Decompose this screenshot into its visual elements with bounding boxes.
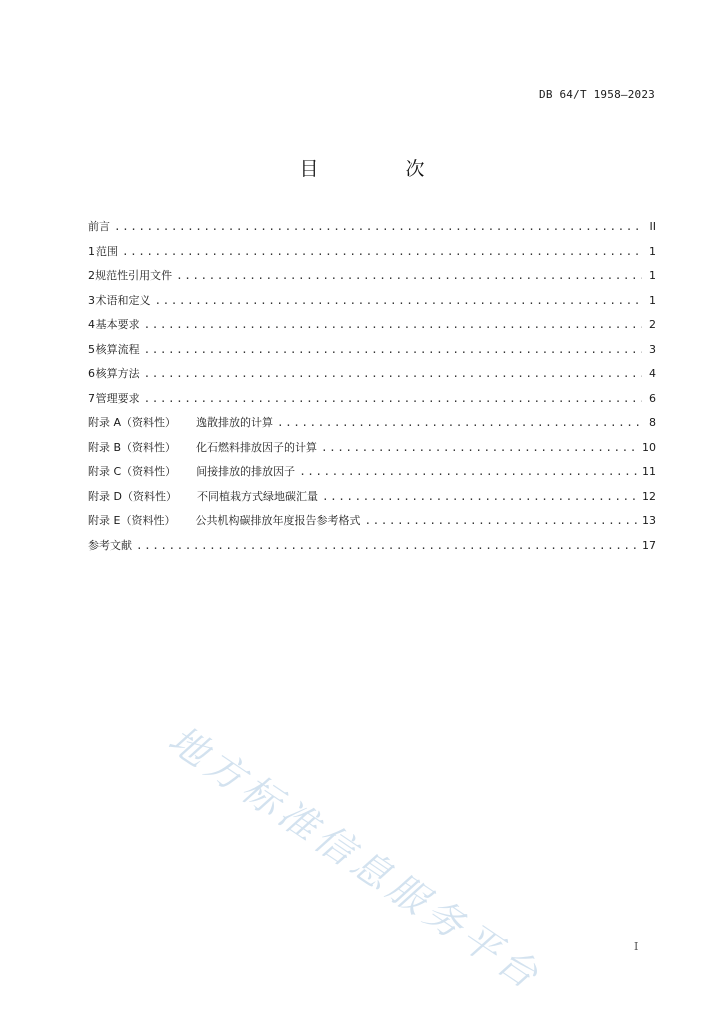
toc-entry-number: 5 — [88, 342, 95, 356]
toc-leader-dots — [155, 294, 643, 307]
toc-entry[interactable] — [88, 341, 656, 366]
toc-entry[interactable] — [88, 316, 656, 341]
toc-entry-label: 管理要求 — [95, 391, 140, 405]
toc-entry-page: 6 — [649, 391, 656, 405]
toc-entry-page: 3 — [649, 342, 656, 356]
toc-leader-dots — [277, 416, 642, 429]
toc-entry-page: II — [649, 220, 656, 233]
toc-entry-number: 1 — [88, 244, 95, 258]
toc-entry-number: 2 — [88, 269, 95, 282]
toc-entry-label: 附录 E（资料性） 公共机构碳排放年度报告参考格式 — [88, 514, 361, 527]
toc-entry-label: 附录 A（资料性） 逸散排放的计算 — [88, 416, 274, 429]
toc-entry-page: 12 — [642, 489, 656, 503]
toc-entry-number: 4 — [88, 318, 95, 331]
toc-entry-label: 附录 D（资料性） 不同植栽方式绿地碳汇量 — [88, 489, 318, 503]
toc-entry-label: 范围 — [96, 244, 118, 258]
toc-entry-label: 附录 B（资料性） 化石燃料排放因子的计算 — [88, 440, 318, 454]
toc-leader-dots — [176, 269, 642, 282]
toc-entry-page: 1 — [649, 269, 656, 282]
toc-leader-dots — [144, 392, 642, 405]
toc-entry[interactable] — [88, 439, 656, 464]
toc-entry-page: 8 — [649, 416, 656, 429]
page-number: I — [634, 940, 639, 953]
toc-entry-title: 间接排放的排放因子 — [196, 465, 296, 478]
toc-entry-label: 规范性引用文件 — [95, 269, 173, 282]
toc-leader-dots — [144, 343, 642, 356]
toc-entry-label: 前言 — [88, 220, 110, 233]
toc-leader-dots — [136, 539, 638, 552]
toc-entry-label: 参考文献 — [88, 538, 132, 552]
toc-entry-page: 13 — [642, 514, 656, 527]
toc-leader-dots — [299, 465, 638, 478]
toc-entry-page: 1 — [649, 293, 656, 307]
toc-entry-title: 不同植栽方式绿地碳汇量 — [196, 489, 318, 503]
toc-entry-number: 7 — [88, 391, 95, 405]
toc-entry[interactable] — [88, 390, 656, 415]
toc-entry-number: 6 — [88, 367, 95, 380]
toc-entry-page: 11 — [642, 465, 656, 478]
standard-number: DB 64/T 1958—2023 — [539, 88, 655, 101]
toc-entry[interactable] — [88, 414, 656, 439]
toc-entry-label: 核算流程 — [95, 342, 140, 356]
toc-entry-title: 逸散排放的计算 — [196, 416, 274, 429]
table-of-contents — [88, 218, 656, 561]
toc-entry[interactable] — [88, 512, 656, 537]
toc-leader-dots — [122, 245, 642, 258]
toc-leader-dots — [144, 318, 642, 331]
toc-entry-label: 基本要求 — [95, 318, 140, 331]
toc-entry-title: 公共机构碳排放年度报告参考格式 — [195, 514, 361, 527]
toc-entry[interactable] — [88, 267, 656, 292]
toc-entry[interactable] — [88, 537, 656, 562]
toc-entry-title: 化石燃料排放因子的计算 — [196, 440, 318, 454]
toc-entry-page: 10 — [642, 440, 656, 454]
toc-entry-number: 3 — [88, 293, 95, 307]
toc-leader-dots — [114, 220, 642, 233]
toc-entry[interactable] — [88, 218, 656, 243]
toc-title: 目 次 — [299, 158, 459, 180]
toc-entry-page: 2 — [649, 318, 656, 331]
toc-entry[interactable] — [88, 488, 656, 513]
toc-leader-dots — [144, 367, 642, 380]
toc-leader-dots — [322, 490, 638, 503]
toc-entry[interactable] — [88, 292, 656, 317]
toc-entry-page: 17 — [642, 538, 656, 552]
toc-entry[interactable] — [88, 243, 656, 268]
toc-entry-label: 核算方法 — [95, 367, 140, 380]
toc-entry-page: 4 — [649, 367, 656, 380]
toc-entry[interactable] — [88, 365, 656, 390]
toc-entry-label: 附录 C（资料性） 间接排放的排放因子 — [88, 465, 296, 478]
toc-leader-dots — [321, 441, 638, 454]
toc-entry-page: 1 — [649, 244, 656, 258]
watermark: 地方标准信息服务平台 — [160, 717, 551, 1000]
toc-entry[interactable] — [88, 463, 656, 488]
toc-leader-dots — [364, 514, 638, 527]
toc-entry-label: 术语和定义 — [95, 293, 151, 307]
